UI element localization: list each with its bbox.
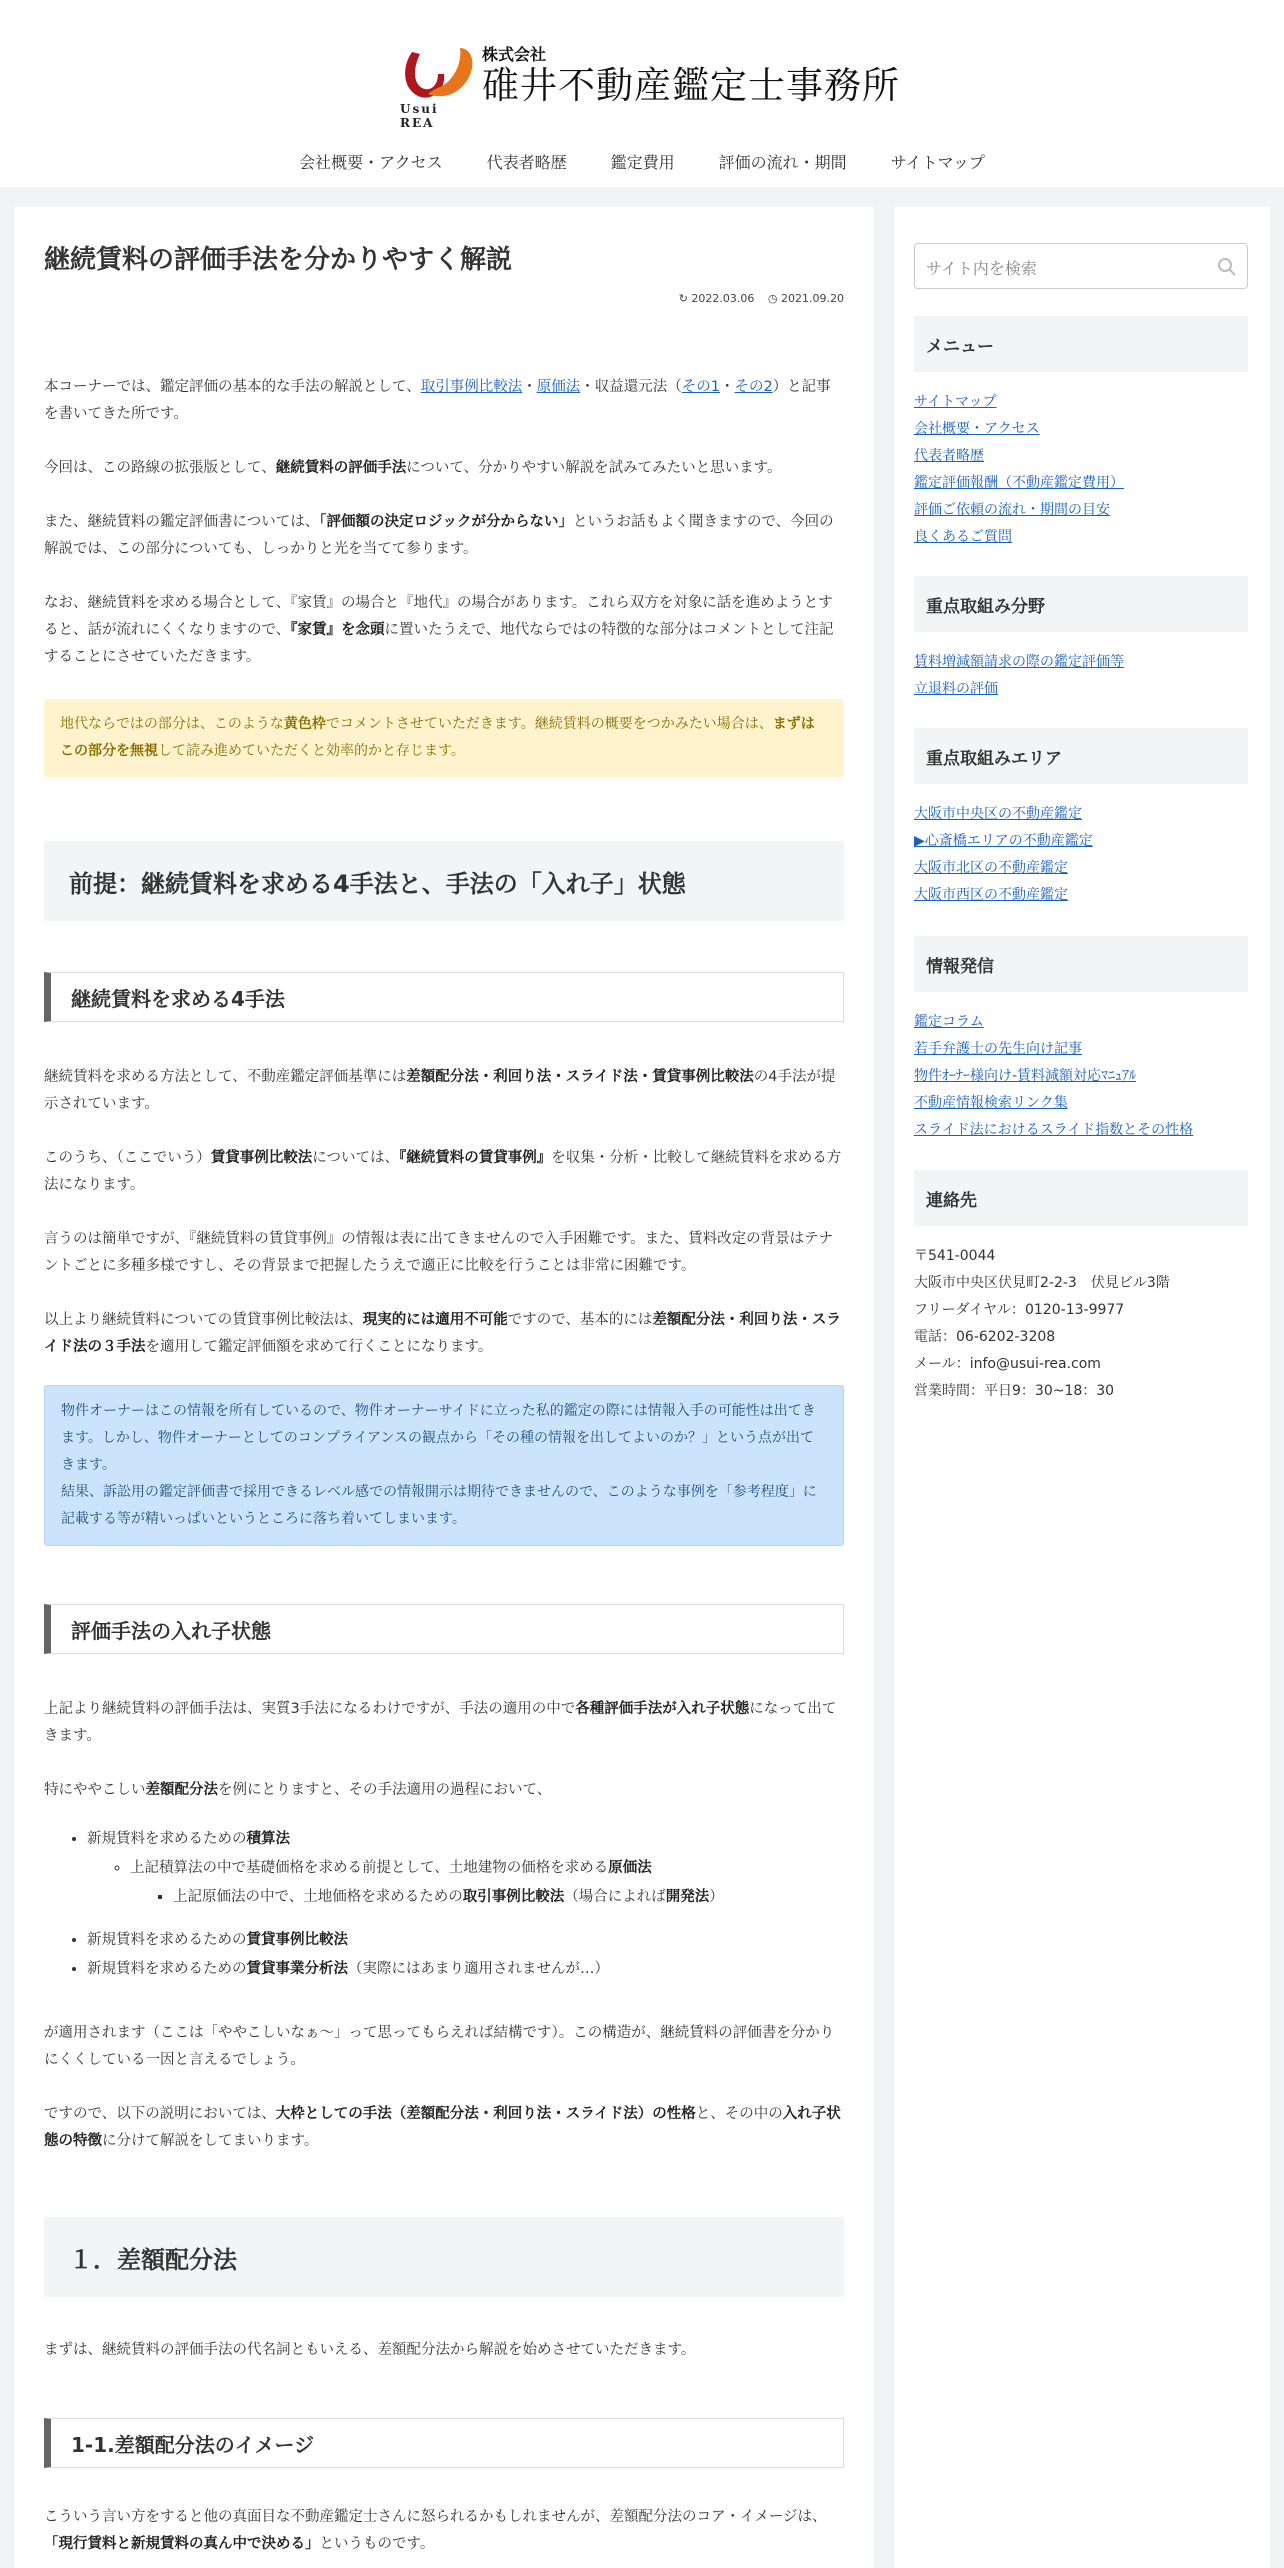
list-item: ▪ 上記原価法の中で、土地価格を求めるための取引事例比較法（場合によれば開発法） xyxy=(173,1883,844,1912)
section-heading: １．差額配分法 xyxy=(44,2217,844,2297)
focus-links xyxy=(914,649,1124,703)
sidebar-link-shinsaibashi[interactable]: ▶心斎橋エリアの不動産鑑定 xyxy=(914,833,1093,849)
sidebar-link-column[interactable]: 鑑定コラム xyxy=(914,1014,984,1030)
list-item: • 新規賃料を求めるための賃貸事業分析法（実際にはあまり適用されませんが…） xyxy=(87,1955,844,1984)
sidebar-link-fees[interactable]: 鑑定評価報酬（不動産鑑定費用） xyxy=(914,475,1124,491)
contact-freedial: フリーダイヤル：0120-13-9977 xyxy=(914,1302,1125,1318)
logo-subtext: Usui REA xyxy=(400,102,439,130)
subsection-heading: 継続賃料を求める4手法 xyxy=(44,972,844,1022)
sidebar-link-owners[interactable]: 物件ｵｰﾅｰ様向け-賃料減額対応ﾏﾆｭｱﾙ xyxy=(914,1068,1137,1084)
sidebar-link-slide-index[interactable]: スライド法におけるスライド指数とその性格 xyxy=(914,1122,1194,1138)
site-header xyxy=(0,0,1284,187)
paragraph: また、継続賃料の鑑定評価書については、「評価額の決定ロジックが分からない」というお話もよく聞きますので、今回の解説では、この部分についても、しっかりと光を当てて参ります。 xyxy=(44,514,834,557)
area-links xyxy=(914,801,1093,909)
logo-mark xyxy=(398,44,478,130)
updated-date: ↻ 2022.03.06 xyxy=(678,292,755,305)
published-date: ◷ 2021.09.20 xyxy=(767,292,844,305)
sidebar-link-rent-revision[interactable]: 賃料増減額請求の際の鑑定評価等 xyxy=(914,654,1124,670)
link-income-1[interactable]: その1 xyxy=(681,379,720,395)
paragraph: まずは、継続賃料の評価手法の代名詞ともいえる、差額配分法から解説を始めさせていただきます。 xyxy=(44,2342,696,2358)
paragraph: このうち、（ここでいう）賃貸事例比較法については、『継続賃料の賃貸事例』を収集・分析・比較して継続賃料を求める方法になります。 xyxy=(44,1150,842,1193)
contact-postal: 〒541-0044 xyxy=(914,1248,996,1264)
paragraph: 本コーナーでは、鑑定評価の基本的な手法の解説として、取引事例比較法・原価法・収益還元法（その1・その2）と記事を書いてきた所です。 xyxy=(44,379,831,422)
site-logo[interactable] xyxy=(398,44,900,130)
note-blue: 物件オーナーはこの情報を所有しているので、物件オーナーサイドに立った私的鑑定の際には情報入手の可能性は出てきます。しかし、物件オーナーとしてのコンプライアンスの観点から「その種の情報を出してよいのか？」という点が出てきます。 結果、訴訟用の鑑定評価書で採用できるレベル感での情報開示は期待できませんので、このような事例を「参考程度」に記載する等が精いっぱいというところに落ち着いてしまいます。 xyxy=(44,1385,844,1546)
list-item: • 新規賃料を求めるための積算法 ◦ 上記積算法の中で基礎価格を求める前提として、土地建物の価格を求める原価法 ▪ 上記原価法の中で、土地価格を求めるための取引事例比較法（場合によれば開発法） xyxy=(87,1825,844,1912)
widget-title-contact: 連絡先 xyxy=(914,1170,1248,1226)
search-icon[interactable] xyxy=(1217,257,1237,277)
widget-title-menu: メニュー xyxy=(914,316,1248,372)
contact-email: メール：info@usui-rea.com xyxy=(914,1356,1101,1372)
main-content xyxy=(14,207,874,2568)
paragraph: ですので、以下の説明においては、大枠としての手法（差額配分法・利回り法・スライド法）の性格と、その中の入れ子状態の特徴に分けて解説をしてまいります。 xyxy=(44,2106,841,2149)
global-nav xyxy=(0,150,1284,173)
widget-title-area: 重点取組みエリア xyxy=(914,728,1248,784)
sidebar-link-kita[interactable]: 大阪市北区の不動産鑑定 xyxy=(914,860,1068,876)
sidebar-link-search-links[interactable]: 不動産情報検索リンク集 xyxy=(914,1095,1068,1111)
subsection-heading: 1-1.差額配分法のイメージ xyxy=(44,2418,844,2468)
sidebar-link-chuo[interactable]: 大阪市中央区の不動産鑑定 xyxy=(914,806,1082,822)
info-links xyxy=(914,1009,1193,1144)
nav-item-company[interactable]: 会社概要・アクセス xyxy=(299,153,443,172)
contact-phone: 電話：06-6202-3208 xyxy=(914,1329,1056,1345)
paragraph: が適用されます（ここは「ややこしいなぁ～」って思ってもらえれば結構です）。この構造が、継続賃料の評価書を分かりにくくしている一因と言えるでしょう。 xyxy=(44,2025,835,2068)
paragraph: 今回は、この路線の拡張版として、継続賃料の評価手法について、分かりやすい解説を試みてみたいと思います。 xyxy=(44,460,782,476)
sidebar-link-profile[interactable]: 代表者略歴 xyxy=(914,448,984,464)
sidebar-link-nishi[interactable]: 大阪市西区の不動産鑑定 xyxy=(914,887,1068,903)
sidebar-link-flow[interactable]: 評価ご依頼の流れ・期間の目安 xyxy=(914,502,1110,518)
article-title: 継続賃料の評価手法を分かりやすく解説 xyxy=(44,245,513,275)
method-list xyxy=(44,1825,844,1984)
paragraph: 継続賃料を求める方法として、不動産鑑定評価基準には差額配分法・利回り法・スライド法・賃貸事例比較法の4手法が提示されています。 xyxy=(44,1069,836,1112)
nav-item-fees[interactable]: 鑑定費用 xyxy=(610,153,675,172)
note-yellow: 地代ならではの部分は、このような黄色枠でコメントさせていただきます。継続賃料の概要をつかみたい場合は、まずはこの部分を無視して読み進めていただくと効率的かと存じます。 xyxy=(44,699,844,777)
search-box[interactable] xyxy=(914,243,1248,289)
list-item: ◦ 上記積算法の中で基礎価格を求める前提として、土地建物の価格を求める原価法 ▪ 上記原価法の中で、土地価格を求めるための取引事例比較法（場合によれば開発法） xyxy=(130,1854,844,1912)
sidebar-link-eviction[interactable]: 立退料の評価 xyxy=(914,681,998,697)
section-heading: 前提：継続賃料を求める4手法と、手法の「入れ子」状態 xyxy=(44,841,844,921)
sidebar-link-lawyers[interactable]: 若手弁護士の先生向け記事 xyxy=(914,1041,1082,1057)
sidebar-link-sitemap[interactable]: サイトマップ xyxy=(914,394,997,410)
list-item: • 新規賃料を求めるための賃貸事例比較法 xyxy=(87,1926,844,1955)
sidebar-link-company[interactable]: 会社概要・アクセス xyxy=(914,421,1040,437)
nav-item-profile[interactable]: 代表者略歴 xyxy=(486,153,567,172)
link-income-2[interactable]: その2 xyxy=(734,379,773,395)
sidebar-link-faq[interactable]: 良くあるご質問 xyxy=(914,529,1012,545)
paragraph: なお、継続賃料を求める場合として、『家賃』の場合と『地代』の場合があります。これら双方を対象に話を進めようとすると、話が流れにくくなりますので、『家賃』を念頭に置いたうえで、地代ならではの特徴的な部分はコメントとして注記することにさせていただきます。 xyxy=(44,595,834,665)
search-input[interactable]: サイト内を検索 xyxy=(926,259,1037,278)
contact-info xyxy=(914,1243,1170,1405)
link-cost[interactable]: 原価法 xyxy=(536,379,581,395)
paragraph: こういう言い方をすると他の真面目な不動産鑑定士さんに怒られるかもしれませんが、差額配分法のコア・イメージは、「現行賃料と新規賃料の真ん中で決める」というものです。 xyxy=(44,2509,827,2552)
nav-item-flow[interactable]: 評価の流れ・期間 xyxy=(718,153,847,172)
nav-item-sitemap[interactable]: サイトマップ xyxy=(890,153,985,172)
link-comparison[interactable]: 取引事例比較法 xyxy=(420,379,523,395)
contact-address: 大阪市中央区伏見町2-2-3 伏見ビル3階 xyxy=(914,1275,1170,1291)
paragraph: 上記より継続賃料の評価手法は、実質3手法になるわけですが、手法の適用の中で各種評価手法が入れ子状態になって出てきます。 xyxy=(44,1701,837,1744)
sidebar xyxy=(894,207,1270,2568)
contact-hours: 営業時間：平日9：30~18：30 xyxy=(914,1383,1115,1399)
menu-links xyxy=(914,389,1124,551)
paragraph: 特にややこしい差額配分法を例にとりますと、その手法適用の過程において、 xyxy=(44,1782,552,1798)
logo-company-name: 碓井不動産鑑定士事務所 xyxy=(482,64,900,107)
widget-title-focus: 重点取組み分野 xyxy=(914,576,1248,632)
paragraph: 言うのは簡単ですが、『継続賃料の賃貸事例』の情報は表に出てきませんので入手困難です。また、賃料改定の背景はテナントごとに多種多様ですし、その背景まで把握したうえで適正に比較を行うことは非常に困難です。 xyxy=(44,1231,834,1274)
subsection-heading: 評価手法の入れ子状態 xyxy=(44,1604,844,1654)
logo-company-type: 株式会社 xyxy=(482,45,547,64)
paragraph: 以上より継続賃料についての賃貸事例比較法は、現実的には適用不可能ですので、基本的には差額配分法・利回り法・スライド法の３手法を適用して鑑定評価額を求めて行くことになります。 xyxy=(44,1312,841,1355)
article-dates xyxy=(44,292,844,305)
widget-title-info: 情報発信 xyxy=(914,936,1248,992)
